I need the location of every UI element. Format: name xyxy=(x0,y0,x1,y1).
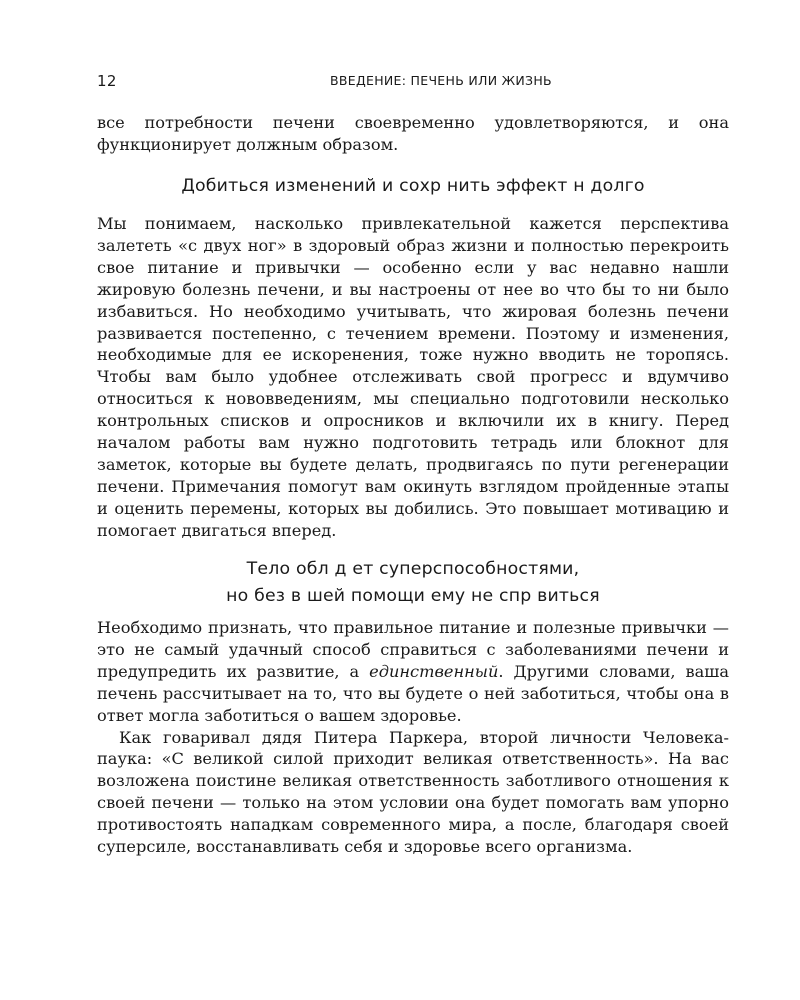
section-2-heading xyxy=(97,556,729,610)
section-1-body xyxy=(97,213,729,542)
section-2-heading-line-1: Тело обл д ет суперспособностями, xyxy=(246,559,580,579)
section-2-paragraph-1 xyxy=(97,617,729,727)
page-number: 12 xyxy=(97,72,117,90)
section-2-heading-line-2: но без в шей помощи ему не спр виться xyxy=(226,586,600,606)
section-1-paragraph: Мы понимаем, насколько привлекательной кажется перспектива залететь «с двух ног» в здоровый образ жизни и полностью перекроить свое питание и привычки — особенно если у вас недавно нашли жировую болезнь печени, и вы настроены от нее во что бы то ни было избавиться. Но необходимо учитывать, что жировая болезнь печени развивается постепенно, с течением времени. Поэтому и изменения, необходимые для ее искоренения, тоже нужно вводить не торопясь. Чтобы вам было удобнее отслеживать свой прогресс и вдумчиво относиться к нововведениям, мы специально подготовили несколько контрольных списков и опросников и включили их в книгу. Перед началом работы вам нужно подготовить тетрадь или блокнот для заметок, которые вы будете делать, продвигаясь по пути регенерации печени. Примечания помогут вам окинуть взглядом пройденные этапы и оценить перемены, которых вы добились. Это повышает мотивацию и помогает двигаться вперед. xyxy=(97,214,729,540)
intro-block xyxy=(97,112,729,156)
paragraph-1-text-start: Необходимо признать, что правильное питание и полезные привычки — это не самый удачный способ справиться с заболеваниями печени и предупредить их развитие, а xyxy=(97,618,729,681)
emphasis-word: единственный xyxy=(369,661,499,681)
section-1-heading-block xyxy=(97,173,729,200)
section-2-paragraph-2: Как говаривал дядя Питера Паркера, второй личности Человека-паука: «С великой силой приходит великая ответственность». На вас возложена поистине великая ответственность заботливого отношения к своей печени — только на этом условии она будет помогать вам упорно противостоять нападкам современного мира, а после, благодаря своей суперсиле, восстанавливать себя и здоровье всего организма. xyxy=(97,727,729,857)
paragraph-1-text-end: . Другими словами, ваша печень рассчитывает на то, что вы будете о ней заботиться, чтобы она в ответ могла заботиться о вашем здоровье. xyxy=(97,661,729,725)
section-2-heading-block xyxy=(97,556,729,610)
intro-paragraph: все потребности печени своевременно удовлетворяются, и она функционирует должным образом. xyxy=(97,113,729,154)
running-title: ВВЕДЕНИЕ: ПЕЧЕНЬ ИЛИ ЖИЗНЬ xyxy=(330,73,552,88)
section-2-body xyxy=(97,617,729,858)
running-header xyxy=(97,72,729,94)
section-1-heading: Добиться изменений и сохр нить эффект н долго xyxy=(181,176,645,196)
